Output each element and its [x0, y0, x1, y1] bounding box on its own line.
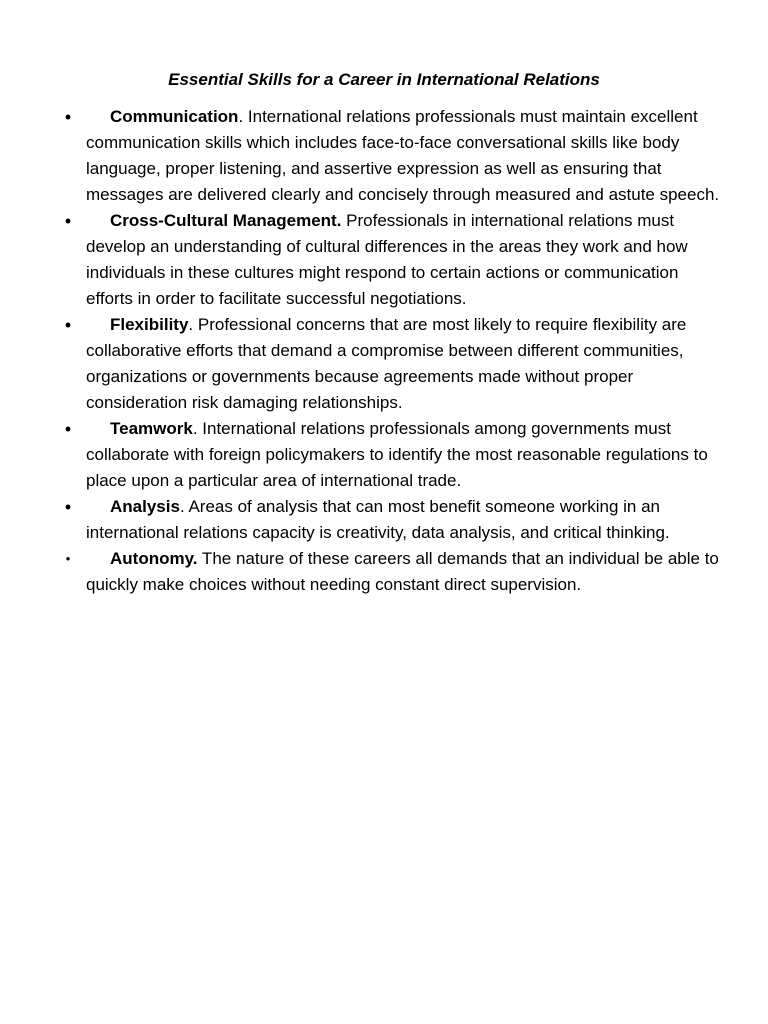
skill-item-analysis: [0, 494, 768, 546]
skill-description: . International relations professionals must maintain excellent communication skills which includes face-to-face conversational skills like body language, proper listening, and assertive expression as well as ensuring that messages are delivered clearly and concisely through measured and astute speech.: [86, 107, 720, 204]
skill-description: The nature of these careers all demands that an individual be able to quickly make choices without needing constant direct supervision.: [86, 549, 719, 594]
document-title: Essential Skills for a Career in International Relations: [168, 70, 600, 89]
skills-list: [0, 104, 768, 598]
skill-description: . Professional concerns that are most likely to require flexibility are collaborative efforts that demand a compromise between different communities, organizations or governments because agreements made without proper consideration risk damaging relationships.: [86, 315, 687, 412]
skill-item-teamwork: [0, 416, 768, 494]
bullet-icon: •: [64, 315, 72, 335]
bullet-icon: •: [64, 419, 72, 439]
skill-description: Professionals in international relations must develop an understanding of cultural differences in the areas they work and how individuals in these cultures might respond to certain actions or communication efforts in order to facilitate successful negotiations.: [86, 211, 688, 308]
skill-name: Autonomy.: [110, 549, 198, 568]
bullet-icon: •: [65, 551, 71, 566]
skill-description: . International relations professionals among governments must collaborate with foreign policymakers to identify the most reasonable regulations to place upon a particular area of international trade.: [86, 419, 708, 490]
bullet-icon: •: [64, 497, 72, 517]
skill-item-cross-cultural-management: [0, 208, 768, 312]
skill-name: Teamwork: [110, 419, 193, 438]
skill-item-communication: [0, 104, 768, 208]
bullet-icon: •: [64, 211, 72, 231]
skill-name: Communication: [110, 107, 239, 126]
skill-name: Cross-Cultural Management.: [110, 211, 342, 230]
skill-item-flexibility: [0, 312, 768, 416]
skill-name: Flexibility: [110, 315, 189, 334]
skill-item-autonomy: [0, 546, 768, 598]
bullet-icon: •: [64, 107, 72, 127]
skill-description: . Areas of analysis that can most benefit someone working in an international relations capacity is creativity, data analysis, and critical thinking.: [86, 497, 670, 542]
skill-name: Analysis: [110, 497, 180, 516]
